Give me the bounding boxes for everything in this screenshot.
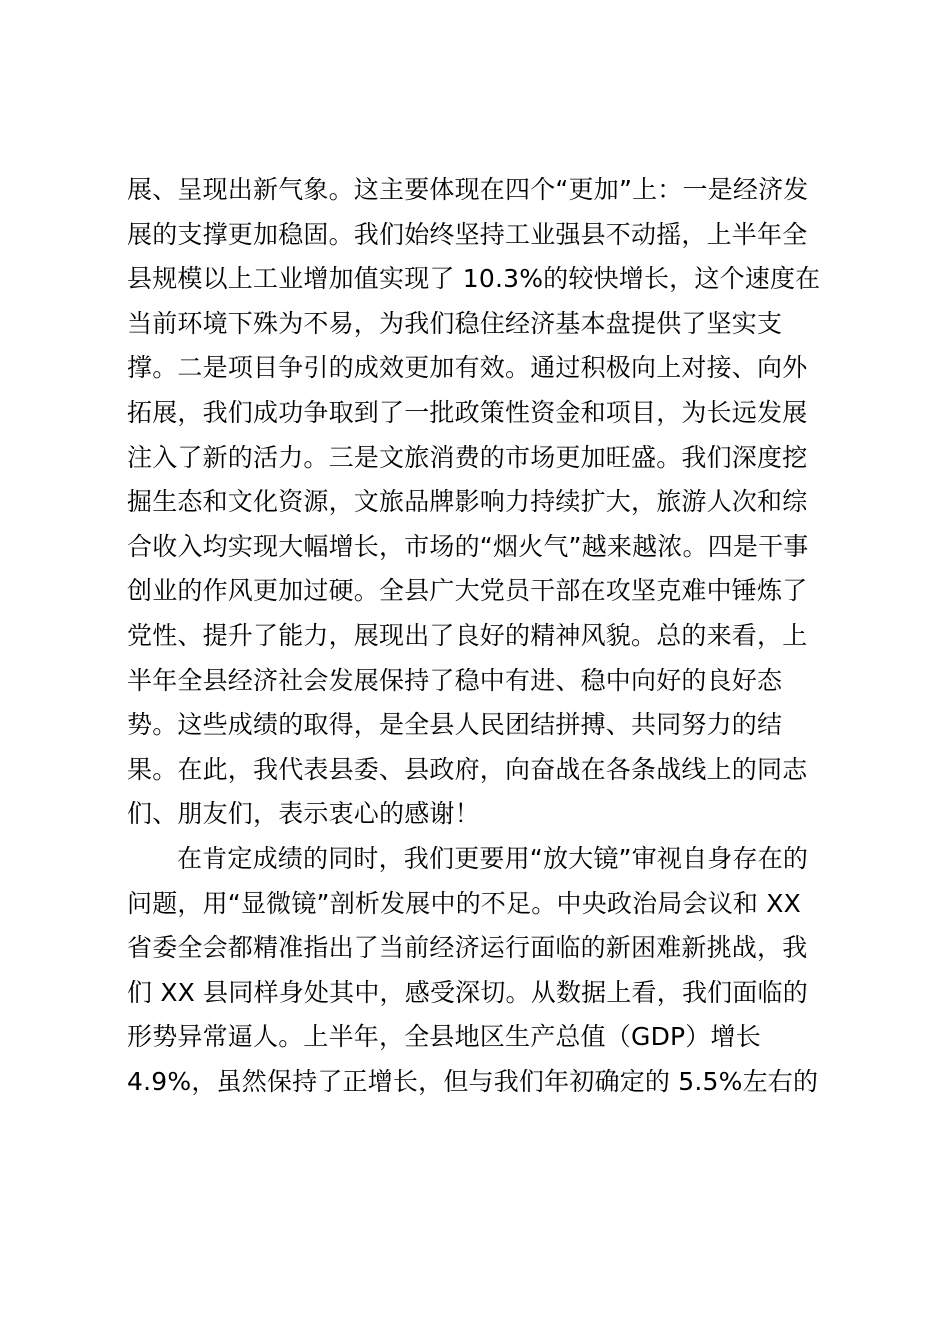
text-line: 们 XX 县同样身处其中，感受深切。从数据上看，我们面临的 <box>127 977 808 1007</box>
paragraph-first-line: 在肯定成绩的同时，我们更要用“放大镜”审视自身存在的 <box>177 843 809 873</box>
body-text <box>127 168 837 1104</box>
text-line: 创业的作风更加过硬。全县广大党员干部在攻坚克难中锤炼了 <box>127 576 808 606</box>
text-line: 撑。二是项目争引的成效更加有效。通过积极向上对接、向外 <box>127 353 808 383</box>
text-line: 拓展，我们成功争取到了一批政策性资金和项目，为长远发展 <box>127 397 808 427</box>
text-line: 注入了新的活力。三是文旅消费的市场更加旺盛。我们深度挖 <box>127 442 808 472</box>
text-line: 党性、提升了能力，展现出了良好的精神风貌。总的来看，上 <box>127 620 808 650</box>
text-line: 合收入均实现大幅增长，市场的“烟火气”越来越浓。四是干事 <box>127 531 809 561</box>
text-line: 半年全县经济社会发展保持了稳中有进、稳中向好的良好态 <box>127 665 783 695</box>
text-line: 果。在此，我代表县委、县政府，向奋战在各条战线上的同志 <box>127 754 808 784</box>
text-line: 4.9%，虽然保持了正增长，但与我们年初确定的 5.5%左右的 <box>127 1066 819 1096</box>
text-line: 们、朋友们，表示衷心的感谢！ <box>127 799 480 829</box>
text-line: 展的支撑更加稳固。我们始终坚持工业强县不动摇，上半年全 <box>127 219 808 249</box>
text-line: 县规模以上工业增加值实现了 10.3%的较快增长，这个速度在 <box>127 264 821 294</box>
text-line: 问题，用“显微镜”剖析发展中的不足。中央政治局会议和 XX <box>127 888 801 918</box>
text-line: 形势异常逼人。上半年，全县地区生产总值（GDP）增长 <box>127 1022 761 1052</box>
text-line: 省委全会都精准指出了当前经济运行面临的新困难新挑战，我 <box>127 933 808 963</box>
text-line: 势。这些成绩的取得，是全县人民团结拼搏、共同努力的结 <box>127 710 783 740</box>
text-line: 当前环境下殊为不易，为我们稳住经济基本盘提供了坚实支 <box>127 308 783 338</box>
text-line: 掘生态和文化资源，文旅品牌影响力持续扩大，旅游人次和综 <box>127 487 808 517</box>
text-line: 展、呈现出新气象。这主要体现在四个“更加”上：一是经济发 <box>127 175 809 204</box>
